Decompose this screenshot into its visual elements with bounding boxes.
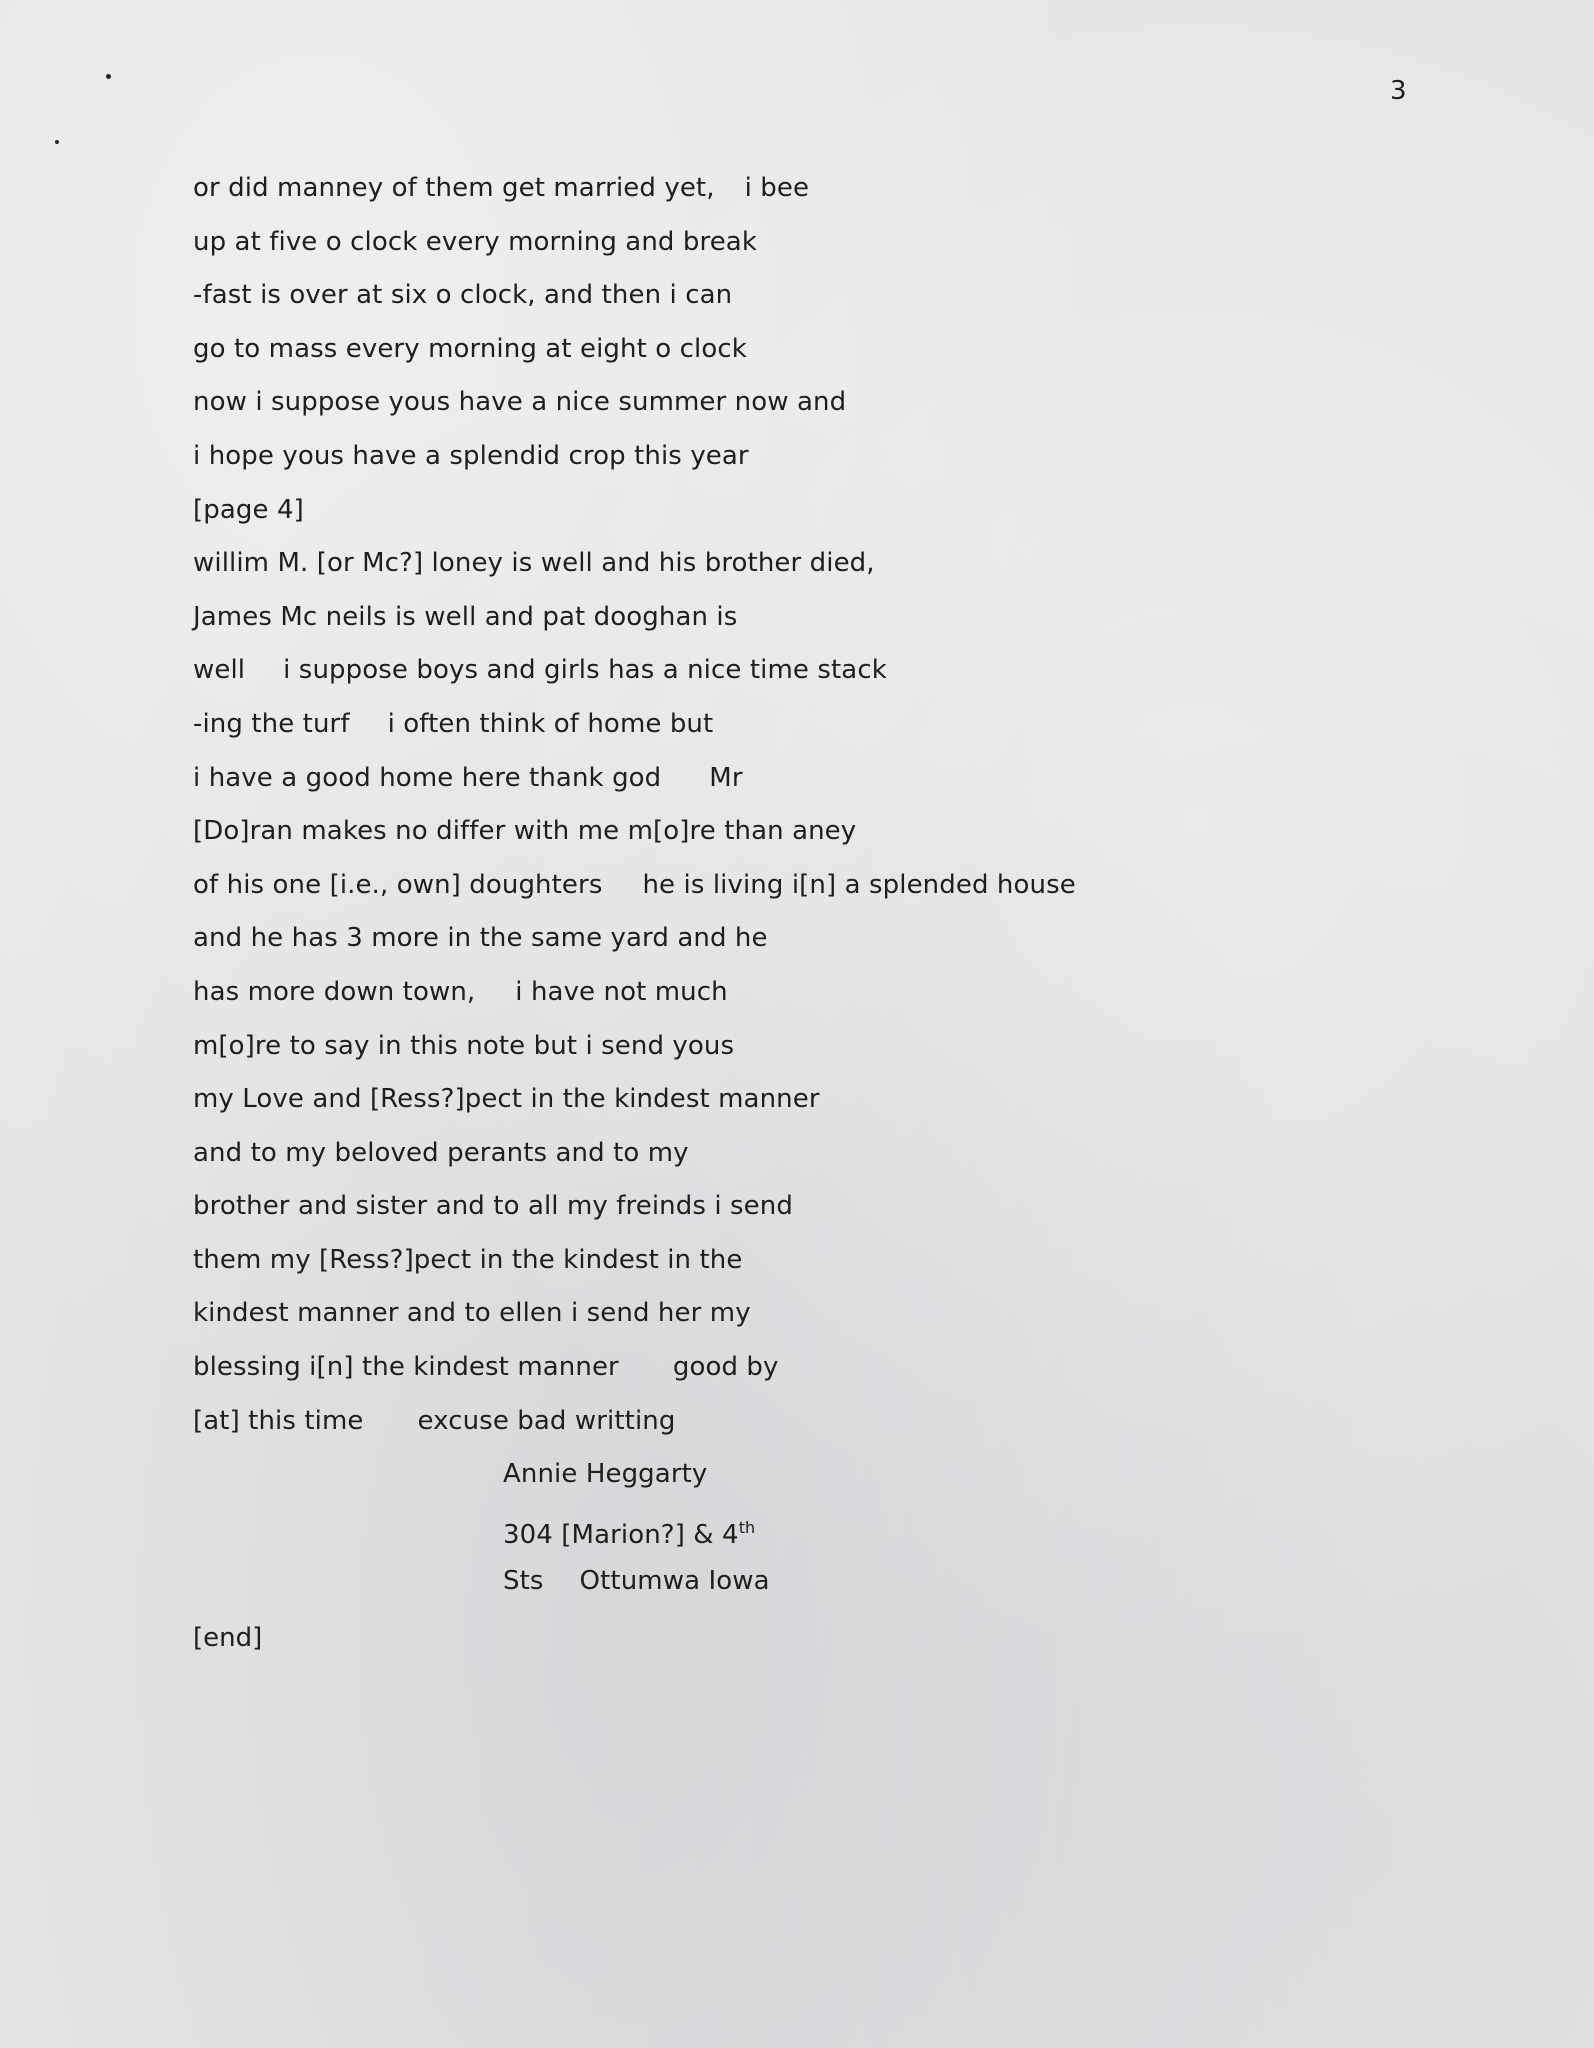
text-line: go to mass every morning at eight o clock (193, 333, 747, 364)
scan-speck (106, 74, 111, 79)
text-line: or did manney of them get married yet, i bee (193, 173, 810, 203)
page-marker: [page 4] (193, 494, 304, 525)
text-line: has more down town, i have not much (193, 976, 728, 1007)
text-line: -ing the turf i often think of home but (193, 708, 714, 739)
signature-name: Annie Heggarty (503, 1459, 708, 1490)
text-line: i hope yous have a splendid crop this year (193, 440, 749, 471)
text-line: m[o]re to say in this note but i send yous (193, 1030, 735, 1061)
text-line: [at] this time excuse bad writting (193, 1405, 676, 1436)
text-line: kindest manner and to ellen i send her my (193, 1298, 751, 1329)
text-line: now i suppose yous have a nice summer now and (193, 387, 847, 418)
text-line: willim M. [or Mc?] loney is well and his brother died, (193, 548, 875, 579)
page-number: 3 (1390, 76, 1407, 106)
text-line: and to my beloved perants and to my (193, 1137, 689, 1168)
text-line: James Mc neils is well and pat dooghan is (193, 601, 738, 632)
scan-speck (55, 140, 59, 144)
letter-body (193, 168, 1393, 1615)
signature-address-line: Sts Ottumwa Iowa (503, 1566, 770, 1597)
text-line: up at five o clock every morning and break (193, 226, 757, 257)
text-line: [Do]ran makes no differ with me m[o]re than aney (193, 816, 857, 847)
text-line: of his one [i.e., own] doughters he is living i[n] a splended house (193, 869, 1076, 900)
end-marker: [end] (193, 1623, 263, 1653)
text-line: and he has 3 more in the same yard and he (193, 923, 768, 954)
text-line: well i suppose boys and girls has a nice time stack (193, 655, 887, 686)
text-line: them my [Ress?]pect in the kindest in the (193, 1244, 743, 1275)
text-line: my Love and [Ress?]pect in the kindest manner (193, 1084, 820, 1115)
text-line: i have a good home here thank god Mr (193, 762, 743, 793)
text-line: -fast is over at six o clock, and then i can (193, 280, 733, 311)
text-line: brother and sister and to all my freinds i send (193, 1191, 793, 1222)
text-line: blessing i[n] the kindest manner good by (193, 1352, 779, 1383)
signature-address-line: 304 [Marion?] & 4th (503, 1517, 756, 1550)
